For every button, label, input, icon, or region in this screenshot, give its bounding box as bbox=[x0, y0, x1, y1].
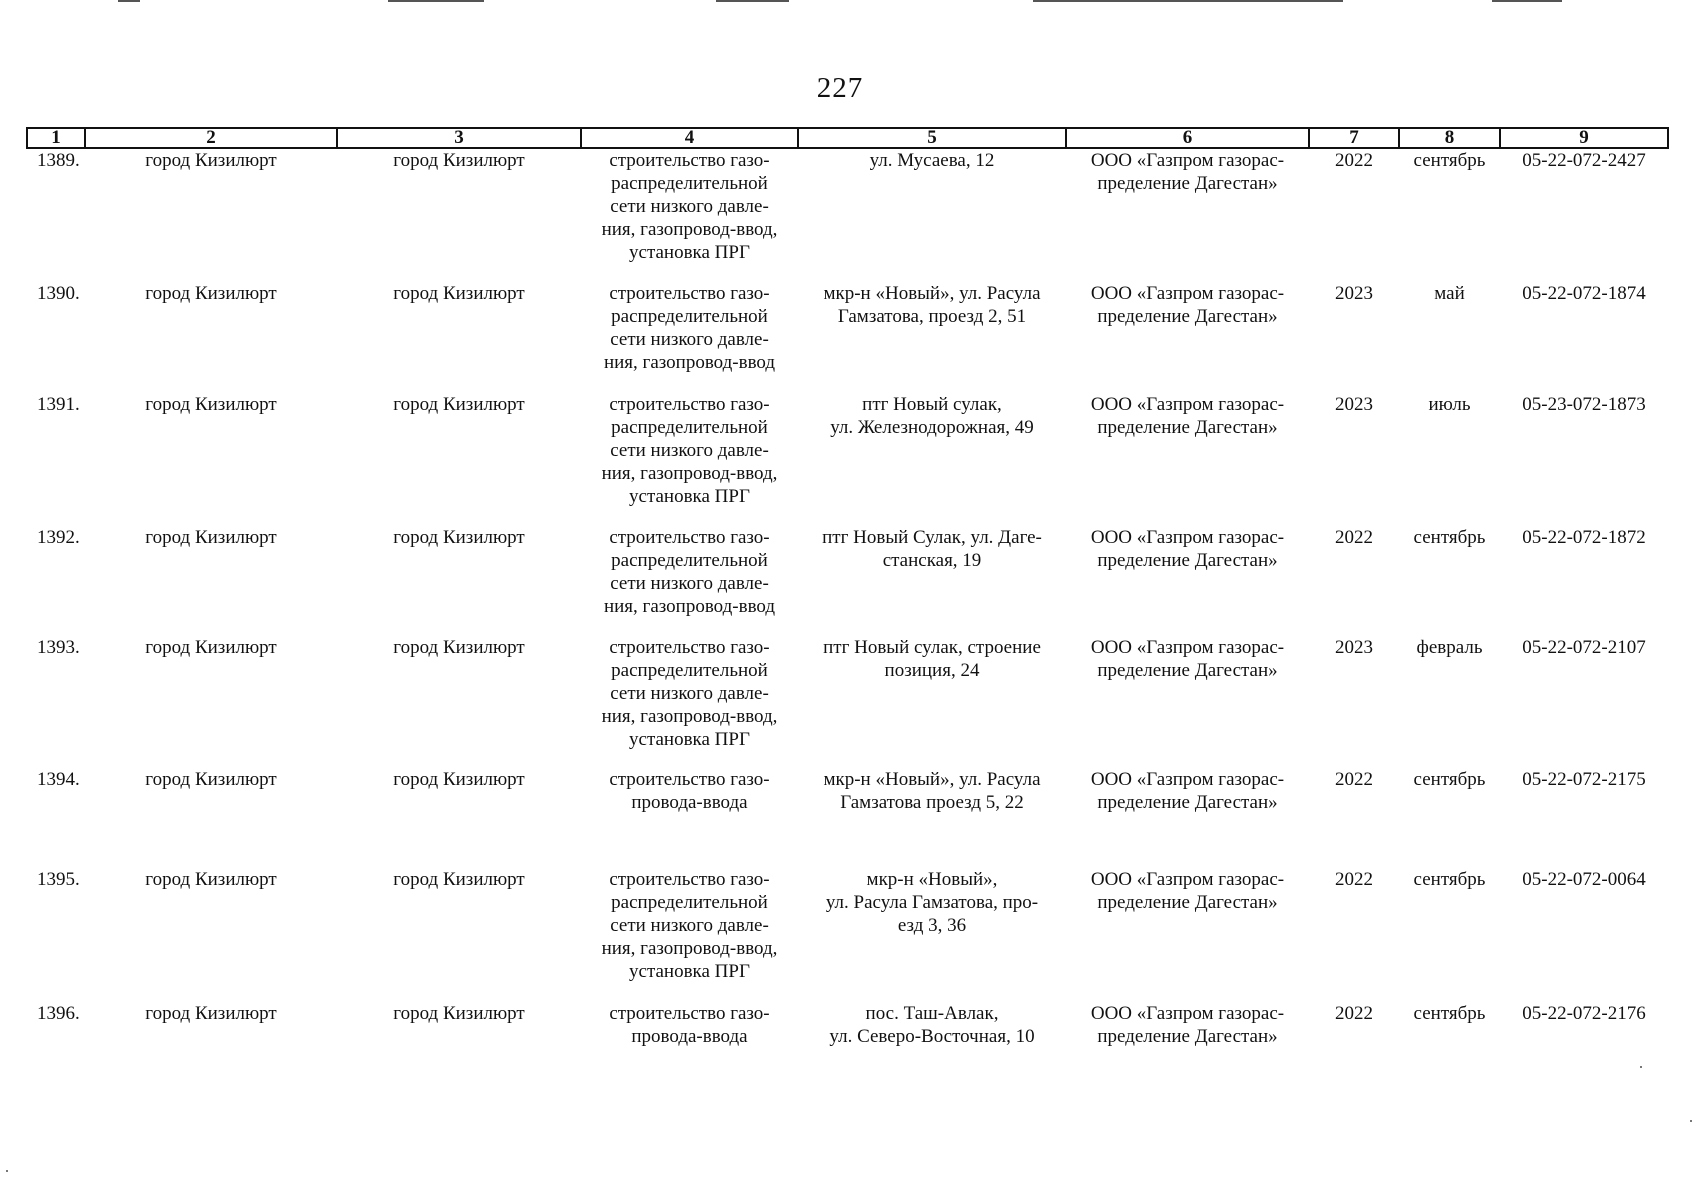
registry-table-container bbox=[26, 127, 1667, 1062]
month-cell: июль bbox=[1428, 394, 1471, 415]
organization-cell: ООО «Газпром газорас- пределение Дагестан» bbox=[1090, 150, 1285, 194]
organization-cell: ООО «Газпром газорас- пределение Дагестан» bbox=[1090, 1003, 1285, 1047]
year-cell: 2023 bbox=[1335, 394, 1373, 415]
month-cell: май bbox=[1434, 283, 1465, 304]
code-cell: 05-22-072-1874 bbox=[1522, 283, 1646, 304]
organization-cell: ООО «Газпром газорас- пределение Дагестан» bbox=[1090, 769, 1285, 813]
column-header-6: 6 bbox=[1066, 128, 1309, 148]
address-cell: ул. Мусаева, 12 bbox=[869, 150, 995, 171]
column-header-3: 3 bbox=[337, 128, 581, 148]
address-cell: пос. Таш-Авлак, ул. Северо-Восточная, 10 bbox=[829, 1003, 1035, 1047]
header-row bbox=[27, 128, 1668, 148]
work-cell: строительство газо- распределительной сети низкого давле- ния, газопровод-ввод bbox=[603, 527, 776, 617]
column-header-4: 4 bbox=[581, 128, 798, 148]
year-cell: 2023 bbox=[1335, 637, 1373, 658]
organization-cell: ООО «Газпром газорас- пределение Дагестан» bbox=[1090, 869, 1285, 913]
work-cell: строительство газо- распределительной сети низкого давле- ния, газопровод-ввод, установка ПРГ bbox=[601, 150, 778, 263]
row-number: 1389. bbox=[37, 150, 80, 171]
scan-edge-mark bbox=[118, 0, 140, 2]
code-cell: 05-22-072-2176 bbox=[1522, 1003, 1646, 1024]
scan-edge-mark bbox=[1492, 0, 1562, 2]
month-cell: сентябрь bbox=[1413, 769, 1486, 790]
locality-cell: город Кизилюрт bbox=[393, 1003, 525, 1024]
table-row bbox=[27, 526, 1668, 636]
year-cell: 2023 bbox=[1335, 283, 1373, 304]
locality-cell: город Кизилюрт bbox=[393, 527, 525, 548]
address-cell: птг Новый сулак, ул. Железнодорожная, 49 bbox=[830, 394, 1034, 438]
table-row bbox=[27, 1002, 1668, 1062]
address-cell: мкр-н «Новый», ул. Расула Гамзатова, проезд 2, 51 bbox=[823, 283, 1041, 327]
district-cell: город Кизилюрт bbox=[145, 394, 277, 415]
registry-table bbox=[26, 127, 1669, 1062]
table-header bbox=[27, 128, 1668, 148]
year-cell: 2022 bbox=[1335, 527, 1373, 548]
column-header-2: 2 bbox=[85, 128, 337, 148]
column-header-9: 9 bbox=[1500, 128, 1668, 148]
column-header-8: 8 bbox=[1399, 128, 1500, 148]
work-cell: строительство газо- провода-ввода bbox=[609, 769, 770, 813]
month-cell: сентябрь bbox=[1413, 527, 1486, 548]
code-cell: 05-22-072-2175 bbox=[1522, 769, 1646, 790]
year-cell: 2022 bbox=[1335, 769, 1373, 790]
month-cell: сентябрь bbox=[1413, 869, 1486, 890]
code-cell: 05-23-072-1873 bbox=[1522, 394, 1646, 415]
work-cell: строительство газо- распределительной сети низкого давле- ния, газопровод-ввод, установка ПРГ bbox=[601, 394, 778, 507]
code-cell: 05-22-072-0064 bbox=[1522, 869, 1646, 890]
column-header-7: 7 bbox=[1309, 128, 1399, 148]
scan-speck bbox=[1690, 1120, 1692, 1122]
organization-cell: ООО «Газпром газорас- пределение Дагестан» bbox=[1090, 637, 1285, 681]
organization-cell: ООО «Газпром газорас- пределение Дагестан» bbox=[1090, 283, 1285, 327]
year-cell: 2022 bbox=[1335, 869, 1373, 890]
row-number: 1390. bbox=[37, 283, 80, 304]
work-cell: строительство газо- распределительной сети низкого давле- ния, газопровод-ввод, установка ПРГ bbox=[601, 869, 778, 982]
table-row bbox=[27, 148, 1668, 282]
code-cell: 05-22-072-2427 bbox=[1522, 150, 1646, 171]
month-cell: сентябрь bbox=[1413, 150, 1486, 171]
row-number: 1392. bbox=[37, 527, 80, 548]
address-cell: птг Новый сулак, строение позиция, 24 bbox=[823, 637, 1041, 681]
table-row bbox=[27, 768, 1668, 868]
column-header-5: 5 bbox=[798, 128, 1066, 148]
district-cell: город Кизилюрт bbox=[145, 869, 277, 890]
work-cell: строительство газо- провода-ввода bbox=[609, 1003, 770, 1047]
row-number: 1396. bbox=[37, 1003, 80, 1024]
table-row bbox=[27, 636, 1668, 768]
row-number: 1394. bbox=[37, 769, 80, 790]
row-number: 1391. bbox=[37, 394, 80, 415]
organization-cell: ООО «Газпром газорас- пределение Дагестан» bbox=[1090, 527, 1285, 571]
address-cell: птг Новый Сулак, ул. Даге- станская, 19 bbox=[822, 527, 1042, 571]
scan-edge-mark bbox=[1033, 0, 1343, 2]
scan-speck bbox=[1640, 1066, 1642, 1068]
district-cell: город Кизилюрт bbox=[145, 1003, 277, 1024]
month-cell: февраль bbox=[1416, 637, 1483, 658]
month-cell: сентябрь bbox=[1413, 1003, 1486, 1024]
address-cell: мкр-н «Новый», ул. Расула Гамзатова проезд 5, 22 bbox=[823, 769, 1041, 813]
address-cell: мкр-н «Новый», ул. Расула Гамзатова, про- езд 3, 36 bbox=[825, 869, 1039, 936]
work-cell: строительство газо- распределительной сети низкого давле- ния, газопровод-ввод bbox=[603, 283, 776, 373]
district-cell: город Кизилюрт bbox=[145, 283, 277, 304]
table-body bbox=[27, 148, 1668, 1062]
district-cell: город Кизилюрт bbox=[145, 769, 277, 790]
row-number: 1393. bbox=[37, 637, 80, 658]
organization-cell: ООО «Газпром газорас- пределение Дагестан» bbox=[1090, 394, 1285, 438]
code-cell: 05-22-072-1872 bbox=[1522, 527, 1646, 548]
column-header-1: 1 bbox=[27, 128, 85, 148]
row-number: 1395. bbox=[37, 869, 80, 890]
locality-cell: город Кизилюрт bbox=[393, 869, 525, 890]
locality-cell: город Кизилюрт bbox=[393, 283, 525, 304]
work-cell: строительство газо- распределительной сети низкого давле- ния, газопровод-ввод, установка ПРГ bbox=[601, 637, 778, 750]
district-cell: город Кизилюрт bbox=[145, 637, 277, 658]
district-cell: город Кизилюрт bbox=[145, 150, 277, 171]
table-row bbox=[27, 393, 1668, 526]
locality-cell: город Кизилюрт bbox=[393, 637, 525, 658]
scan-edge-mark bbox=[716, 0, 789, 2]
table-row bbox=[27, 282, 1668, 393]
table-row bbox=[27, 868, 1668, 1002]
district-cell: город Кизилюрт bbox=[145, 527, 277, 548]
locality-cell: город Кизилюрт bbox=[393, 394, 525, 415]
locality-cell: город Кизилюрт bbox=[393, 769, 525, 790]
scan-edge-mark bbox=[388, 0, 484, 2]
locality-cell: город Кизилюрт bbox=[393, 150, 525, 171]
code-cell: 05-22-072-2107 bbox=[1522, 637, 1646, 658]
scan-speck bbox=[6, 1170, 8, 1172]
page-number: 227 bbox=[816, 72, 864, 104]
year-cell: 2022 bbox=[1335, 1003, 1373, 1024]
year-cell: 2022 bbox=[1335, 150, 1373, 171]
